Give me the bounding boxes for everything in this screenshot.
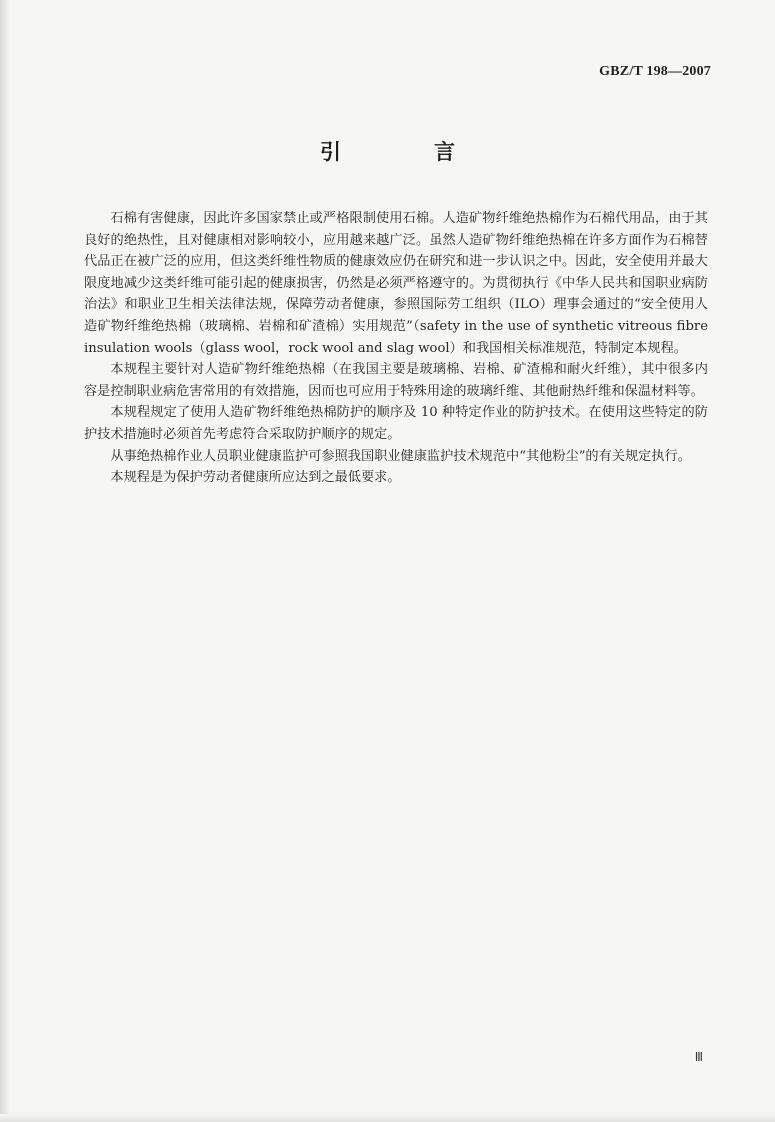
section-title: 引 言: [320, 140, 491, 164]
paragraph: 本规程规定了使用人造矿物纤维绝热棉防护的顺序及 10 种特定作业的防护技术。在使用这些特定的防护技术措施时必须首先考虑符合采取防护顺序的规定。: [84, 405, 708, 442]
standard-code: GBZ/T 198—2007: [599, 64, 711, 79]
scan-bottom-shadow: [0, 1114, 775, 1122]
paragraph: 从事绝热棉作业人员职业健康监护可参照我国职业健康监护技术规范中“其他粉尘”的有关规定执行。: [110, 448, 691, 464]
introduction-body: [84, 208, 708, 489]
page-number: Ⅲ: [694, 1050, 703, 1064]
paragraph: 本规程是为保护劳动者健康所应达到之最低要求。: [110, 470, 401, 486]
paragraph: 石棉有害健康，因此许多国家禁止或严格限制使用石棉。人造矿物纤维绝热棉作为石棉代用品，由于其良好的绝热性，且对健康相对影响较小，应用越来越广泛。虽然人造矿物纤维绝热棉在许多方面作为石棉替代品正在被广泛的应用，但这类纤维性物质的健康效应仍在研究和进一步认识之中。因此，安全使用并最大限度地减少这类纤维可能引起的健康损害，仍然是必须严格遵守的。为贯彻执行《中华人民共和国职业病防治法》和职业卫生相关法律法规，保障劳动者健康，参照国际劳工组织（ILO）理事会通过的“安全使用人造矿物纤维绝热棉（玻璃棉、岩棉和矿渣棉）实用规范”（safety in the use of synthetic vitreous fibre insulation wools（glass wool，rock wool and slag wool）和我国相关标准规范，特制定本规程。: [84, 211, 708, 356]
paragraph: 本规程主要针对人造矿物纤维绝热棉（在我国主要是玻璃棉、岩棉、矿渣棉和耐火纤维），其中很多内容是控制职业病危害常用的有效措施，因而也可应用于特殊用途的玻璃纤维、其他耐热纤维和保温材料等。: [84, 362, 708, 399]
scan-edge-shadow: [0, 0, 10, 1122]
